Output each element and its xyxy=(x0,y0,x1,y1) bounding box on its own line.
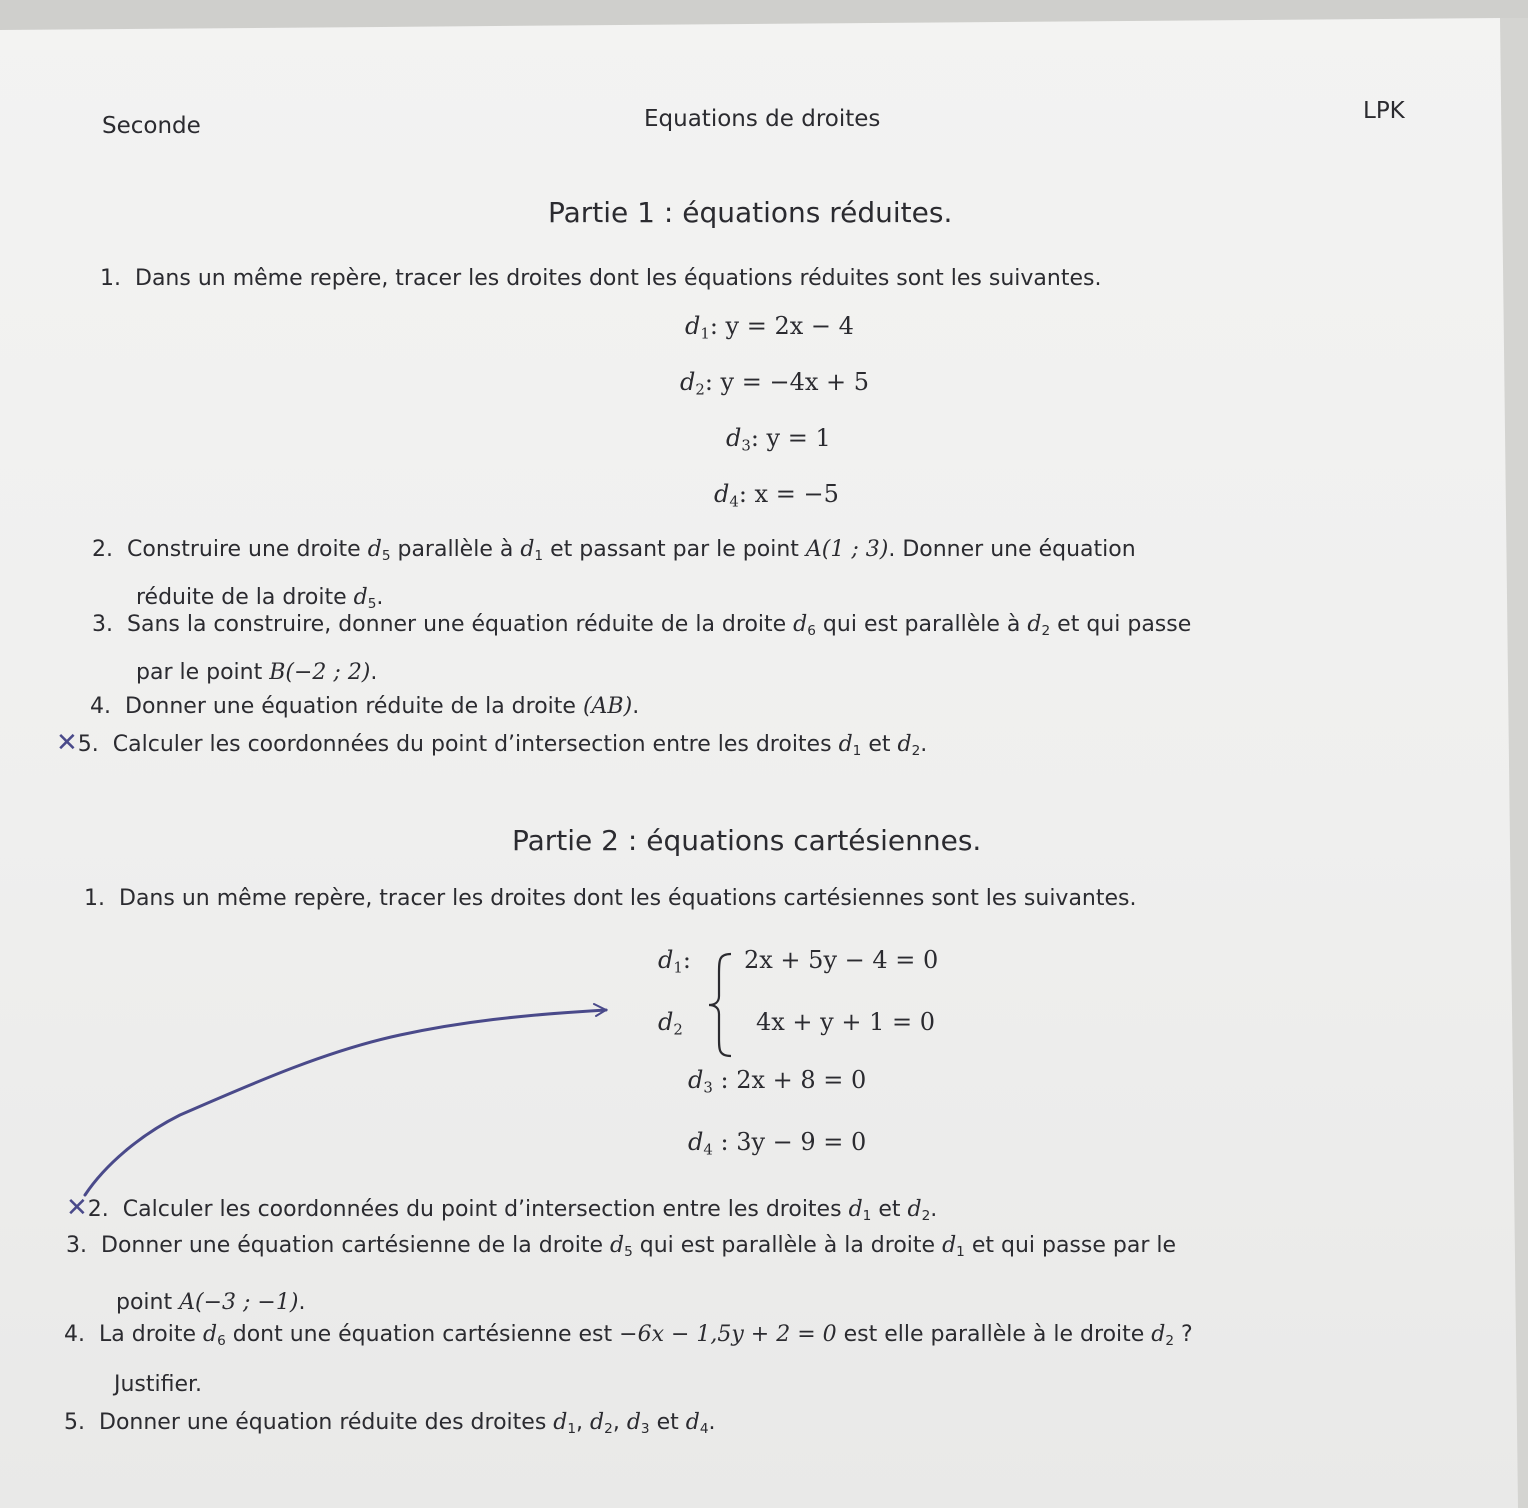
part2-q5: 5. Donner une équation réduite des droites $d_1$, $d_2$, $d_3$ et $d_4$. xyxy=(64,1410,716,1438)
part1-q2-line2: réduite de la droite $d_5$. xyxy=(136,585,384,613)
part2-q4-line2: Justifier. xyxy=(114,1372,203,1397)
part2-system-d1-eq: 2x + 5y − 4 = 0 xyxy=(744,946,939,974)
header-title: Equations de droites xyxy=(644,106,881,132)
part2-eq-d3: $d_3$ : 2x + 8 = 0 xyxy=(688,1066,867,1097)
part2-system-d1: $d_1$: xyxy=(658,946,691,977)
part1-q2: 2. Construire une droite $d_5$ parallèle à $d_1$ et passant par le point A(1 ; 3). Donner une équation xyxy=(92,537,1136,565)
system-brace xyxy=(705,950,735,1060)
part1-eq-d3: $d_3$: y = 1 xyxy=(726,424,831,455)
part1-title: Partie 1 : équations réduites. xyxy=(548,196,953,229)
part2-system-d2: $d_2$ xyxy=(658,1008,683,1039)
handwritten-cross-mark: ✕ xyxy=(66,1193,88,1223)
part1-q4: 4. Donner une équation réduite de la droite (AB). xyxy=(90,694,640,719)
part1-q3-line2: par le point B(−2 ; 2). xyxy=(136,660,378,685)
part2-q2: ✕2. Calculer les coordonnées du point d’intersection entre les droites $d_1$ et $d_2$. xyxy=(66,1193,938,1225)
q-text: Dans un même repère, tracer les droites dont les équations réduites sont les suivantes. xyxy=(135,266,1102,291)
header-school: LPK xyxy=(1363,98,1405,124)
part2-system-d2-eq: 4x + y + 1 = 0 xyxy=(756,1008,936,1036)
part1-q5: ✕5. Calculer les coordonnées du point d’intersection entre les droites $d_1$ et $d_2$. xyxy=(56,728,928,760)
part1-q1 xyxy=(100,266,1101,292)
part2-q3: 3. Donner une équation cartésienne de la droite $d_5$ qui est parallèle à la droite $d_1$ et qui passe par le xyxy=(66,1233,1177,1261)
part1-q3: 3. Sans la construire, donner une équation réduite de la droite $d_6$ qui est parallèle à $d_2$ et qui passe xyxy=(92,612,1192,640)
part2-q3-line2: point A(−3 ; −1). xyxy=(116,1290,306,1315)
part2-q4: 4. La droite $d_6$ dont une équation cartésienne est −6x − 1,5y + 2 = 0 est elle parallèle à le droite $d_2$ ? xyxy=(64,1322,1193,1350)
q-number: 1. xyxy=(100,266,121,291)
part1-eq-d1: $d_1$: y = 2x − 4 xyxy=(685,312,854,343)
part1-eq-d2: $d_2$: y = −4x + 5 xyxy=(680,368,870,399)
part2-eq-d4: $d_4$ : 3y − 9 = 0 xyxy=(688,1128,867,1159)
header-class: Seconde xyxy=(102,113,201,139)
part1-eq-d4: $d_4$: x = −5 xyxy=(714,480,839,511)
part2-q1: 1. Dans un même repère, tracer les droites dont les équations cartésiennes sont les suivantes. xyxy=(84,886,1137,911)
handwritten-cross-mark: ✕ xyxy=(56,728,78,758)
part2-title: Partie 2 : équations cartésiennes. xyxy=(512,824,982,857)
